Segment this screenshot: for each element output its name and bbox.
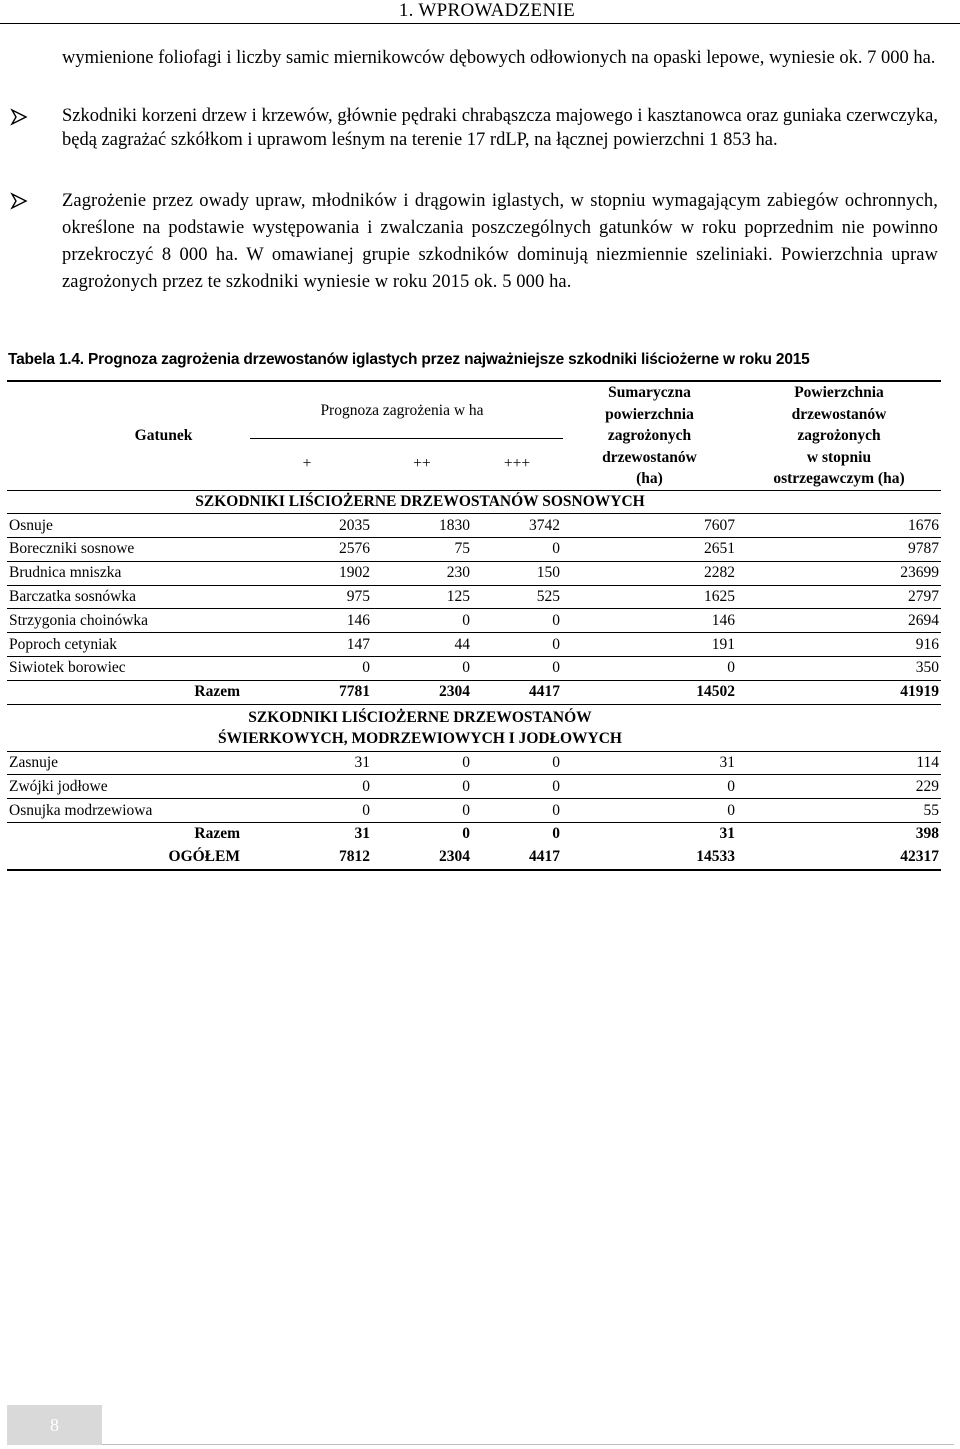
value-cell: 3742 (472, 514, 562, 538)
group-title-line: ŚWIERKOWYCH, MODRZEWIOWYCH I JODŁOWYCH (218, 729, 622, 747)
value-cell: 2694 (737, 609, 941, 633)
table-row (7, 538, 941, 562)
header-plus-1: + (302, 455, 312, 473)
grand-total-label: OGÓŁEM (7, 846, 242, 870)
arrowhead-bullet-icon (10, 108, 28, 126)
value-cell: 1676 (737, 514, 941, 538)
subtotal-cell: 398 (915, 825, 939, 843)
value-cell: 75 (372, 538, 472, 562)
bullet-text-roots: Szkodniki korzeni drzew i krzewów, głównie pędraki chrabąszcza majowego i kasztanowca oraz guniaka czerwczyka, będą zagrażać szkółkom i uprawom leśnym na terenie 17 rdLP, na łącznej powierzchni 1 853 ha. (62, 106, 938, 150)
value-cell: 114 (737, 751, 941, 775)
arrowhead-bullet-icon (10, 192, 28, 210)
species-name-cell: Osnujka modrzewiowa (7, 799, 242, 823)
value-cell: 0 (372, 799, 472, 823)
value-cell: 7607 (562, 514, 737, 538)
value-cell: 0 (242, 657, 372, 681)
value-cell: 23699 (737, 561, 941, 585)
group-title-line: SZKODNIKI LIŚCIOŻERNE DRZEWOSTANÓW (248, 708, 592, 726)
group-pine-rows (7, 514, 941, 681)
value-cell: 525 (472, 585, 562, 609)
value-cell: 0 (242, 775, 372, 799)
value-cell: 975 (242, 585, 372, 609)
value-cell: 350 (737, 657, 941, 681)
threat-forecast-table (7, 380, 941, 871)
paragraph-continuation: wymienione foliofagi i liczby samic miernikowców dębowych odłowionych na opaski lepowe, wyniesie ok. 7 000 ha. (62, 48, 936, 68)
value-cell: 31 (242, 751, 372, 775)
value-cell: 146 (242, 609, 372, 633)
subtotal-row-pine (7, 680, 941, 704)
header-warning-line: zagrożonych (797, 427, 881, 444)
species-name-cell: Zasnuje (7, 751, 242, 775)
value-cell: 0 (372, 609, 472, 633)
grand-total-cell: 42317 (737, 846, 941, 870)
species-name-cell: Zwójki jodłowe (7, 775, 242, 799)
value-cell: 2282 (562, 561, 737, 585)
subtotal-cell: 0 (462, 825, 470, 843)
table-row (7, 799, 941, 823)
species-name-cell: Poproch cetyniak (7, 633, 242, 657)
group-title-pine (7, 490, 941, 514)
value-cell: 0 (372, 657, 472, 681)
value-cell: 0 (472, 538, 562, 562)
value-cell: 0 (472, 633, 562, 657)
header-forecast-label: Prognoza zagrożenia w ha (320, 401, 484, 419)
value-cell: 2035 (242, 514, 372, 538)
species-name-cell: Siwiotek borowiec (7, 657, 242, 681)
header-warning-line: w stopniu (806, 448, 872, 466)
subtotal-cell: 2304 (439, 683, 470, 701)
header-plus-2: ++ (413, 455, 431, 473)
value-cell: 229 (737, 775, 941, 799)
table-row (7, 751, 941, 775)
value-cell: 0 (472, 657, 562, 681)
table-row (7, 633, 941, 657)
header-warning-line: Powierzchnia (794, 384, 884, 401)
table-row (7, 775, 941, 799)
value-cell: 2797 (737, 585, 941, 609)
table-caption: Tabela 1.4. Prognoza zagrożenia drzewostanów iglastych przez najważniejsze szkodniki liściożerne w roku 2015 (8, 351, 810, 368)
header-total-line: (ha) (636, 470, 663, 487)
value-cell: 2576 (242, 538, 372, 562)
header-rule (0, 23, 960, 24)
table-row (7, 514, 941, 538)
value-cell: 0 (472, 799, 562, 823)
value-cell: 0 (562, 799, 737, 823)
header-forecast-rule (250, 438, 563, 439)
bullet-text-conifers: Zagrożenie przez owady upraw, młodników i drągowin iglastych, w stopniu wymagającym zabiegów ochronnych, określone na podstawie występowania i zwalczania poszczególnych gatunków w roku poprzednim nie powinno przekroczyć 8 000 ha. W omawianej grupie szkodników dominują niezmiennie szeliniaki. Powierzchnia upraw zagrożonych przez te szkodniki wyniesie w roku 2015 ok. 5 000 ha. (62, 191, 938, 292)
value-cell: 2651 (562, 538, 737, 562)
value-cell: 0 (562, 775, 737, 799)
header-total (562, 382, 737, 490)
subtotal-row-spruce (7, 823, 941, 846)
species-name-cell: Brudnica mniszka (7, 561, 242, 585)
value-cell: 0 (372, 751, 472, 775)
subtotal-cell: 7781 (339, 683, 370, 701)
header-warning (737, 382, 941, 490)
species-name-cell: Osnuje (7, 514, 242, 538)
value-cell: 0 (472, 609, 562, 633)
header-plus-3: +++ (503, 455, 531, 473)
value-cell: 191 (562, 633, 737, 657)
subtotal-label: Razem (194, 825, 240, 843)
header-warning-line: drzewostanów (791, 405, 887, 423)
value-cell: 0 (472, 775, 562, 799)
table-row (7, 609, 941, 633)
grand-total-cell: 2304 (372, 846, 472, 870)
header-total-line: zagrożonych (607, 427, 692, 444)
page-number: 8 (50, 1415, 59, 1435)
value-cell: 147 (242, 633, 372, 657)
value-cell: 31 (562, 751, 737, 775)
subtotal-cell: 0 (552, 825, 560, 843)
group-title-pine-text: SZKODNIKI LIŚCIOŻERNE DRZEWOSTANÓW SOSNOWYCH (7, 490, 941, 514)
table-row (7, 657, 941, 681)
group-title-spruce (7, 704, 941, 751)
subtotal-cell: 4417 (529, 683, 560, 701)
species-name-cell: Strzygonia choinówka (7, 609, 242, 633)
value-cell: 1830 (372, 514, 472, 538)
grand-total-cell: 14533 (562, 846, 737, 870)
value-cell: 0 (372, 775, 472, 799)
header-total-line: drzewostanów (602, 448, 697, 466)
chapter-title: 1. WPROWADZENIE (398, 0, 575, 21)
header-warning-line: ostrzegawczym (ha) (773, 470, 905, 487)
value-cell: 55 (737, 799, 941, 823)
table-row (7, 585, 941, 609)
page-number-box (7, 1405, 102, 1445)
table-row (7, 561, 941, 585)
value-cell: 9787 (737, 538, 941, 562)
value-cell: 0 (242, 799, 372, 823)
value-cell: 0 (472, 751, 562, 775)
group-spruce-rows (7, 751, 941, 822)
footer-rule (102, 1444, 954, 1445)
group-title-spruce-text (7, 704, 941, 751)
subtotal-cell: 31 (719, 825, 735, 843)
value-cell: 125 (372, 585, 472, 609)
grand-total-cell: 4417 (472, 846, 562, 870)
grand-total-cell: 7812 (242, 846, 372, 870)
value-cell: 44 (372, 633, 472, 657)
value-cell: 916 (737, 633, 941, 657)
value-cell: 150 (472, 561, 562, 585)
subtotal-label: Razem (194, 683, 240, 701)
header-total-line: Sumaryczna (608, 384, 691, 401)
header-species: Gatunek (134, 427, 193, 444)
subtotal-cell: 41919 (900, 683, 939, 701)
value-cell: 1625 (562, 585, 737, 609)
table-header-row (7, 382, 941, 439)
value-cell: 1902 (242, 561, 372, 585)
header-forecast (242, 382, 562, 439)
page-header (0, 0, 960, 28)
header-total-line: powierzchnia (605, 405, 694, 423)
value-cell: 230 (372, 561, 472, 585)
species-name-cell: Boreczniki sosnowe (7, 538, 242, 562)
subtotal-cell: 14502 (696, 683, 735, 701)
value-cell: 146 (562, 609, 737, 633)
grand-total-row (7, 846, 941, 870)
subtotal-cell: 31 (354, 825, 370, 843)
value-cell: 0 (562, 657, 737, 681)
species-name-cell: Barczatka sosnówka (7, 585, 242, 609)
